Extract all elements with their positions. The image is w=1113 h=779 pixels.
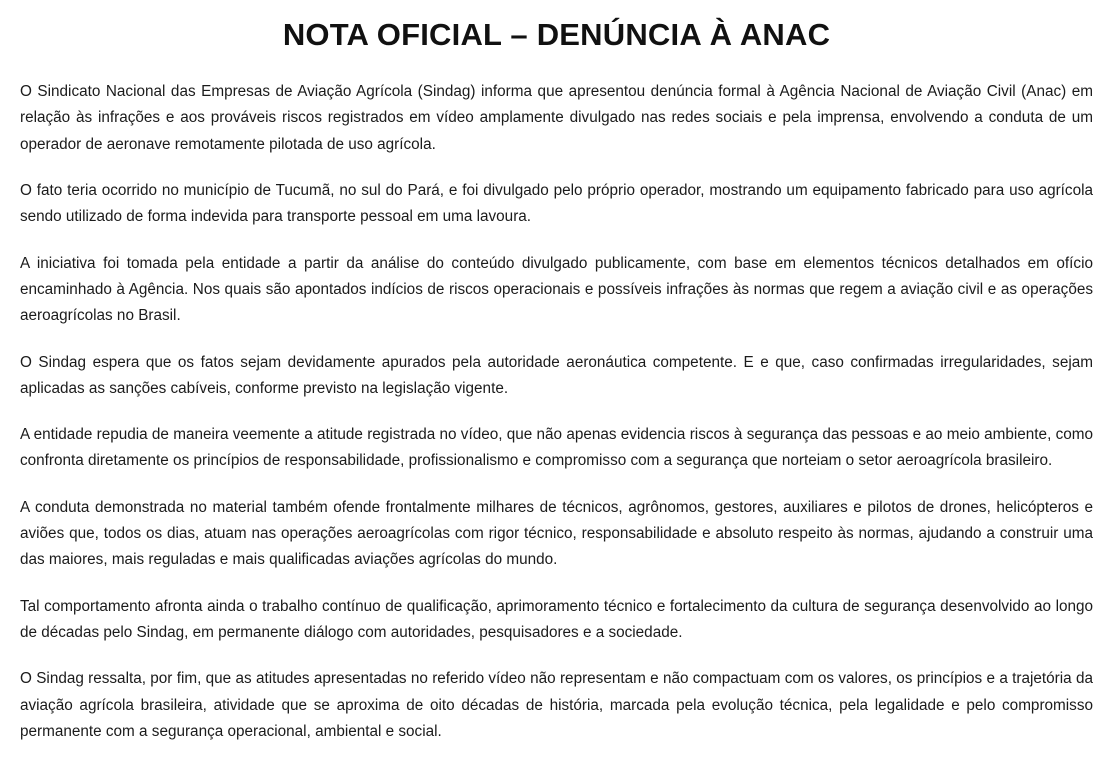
paragraph-8: O Sindag ressalta, por fim, que as atitudes apresentadas no referido vídeo não representam e não compactuam com os valores, os princípios e a trajetória da aviação agrícola brasileira, atividade que se aproxima de oito décadas de história, marcada pela evolução técnica, pela legalidade e pelo compromisso permanente com a segurança operacional, ambiental e social. bbox=[20, 670, 1093, 740]
paragraph-3: A iniciativa foi tomada pela entidade a partir da análise do conteúdo divulgado publicamente, com base em elementos técnicos detalhados em ofício encaminhado à Agência. Nos quais são apontados indícios de riscos operacionais e possíveis infrações às normas que regem a aviação civil e as operações aeroagrícolas no Brasil. bbox=[20, 254, 1093, 325]
paragraph-2: O fato teria ocorrido no município de Tucumã, no sul do Pará, e foi divulgado pelo próprio operador, mostrando um equipamento fabricado para uso agrícola sendo utilizado de forma indevida para transporte pessoal em uma lavoura. bbox=[20, 182, 1093, 226]
page-title: NOTA OFICIAL – DENÚNCIA À ANAC bbox=[282, 17, 831, 52]
paragraph-7: Tal comportamento afronta ainda o trabalho contínuo de qualificação, aprimoramento técnico e fortalecimento da cultura de segurança desenvolvido ao longo de décadas pelo Sindag, em permanente diálogo com autoridades, pesquisadores e a sociedade. bbox=[20, 597, 1093, 641]
paragraph-5: A entidade repudia de maneira veemente a atitude registrada no vídeo, que não apenas evidencia riscos à segurança das pessoas e ao meio ambiente, como confronta diretamente os princípios de responsabilidade, profissionalismo e compromisso com a segurança que norteiam o setor aeroagrícola brasileiro. bbox=[20, 426, 1093, 470]
paragraph-6: A conduta demonstrada no material também ofende frontalmente milhares de técnicos, agrônomos, gestores, auxiliares e pilotos de drones, helicópteros e aviões que, todos os dias, atuam nas operações aeroagrícolas com rigor técnico, responsabilidade e absoluto respeito às normas, ajudando a construir uma das maiores, mais reguladas e mais qualificadas aviações agrícolas do mundo. bbox=[20, 498, 1093, 569]
paragraph-4: O Sindag espera que os fatos sejam devidamente apurados pela autoridade aeronáutica competente. E e que, caso confirmadas irregularidades, sejam aplicadas as sanções cabíveis, conforme previsto na legislação vigente. bbox=[20, 353, 1093, 397]
paragraph-1: O Sindicato Nacional das Empresas de Aviação Agrícola (Sindag) informa que apresentou denúncia formal à Agência Nacional de Aviação Civil (Anac) em relação às infrações e aos prováveis riscos registrados em vídeo amplamente divulgado nas redes sociais e pela imprensa, envolvendo a conduta de um operador de aeronave remotamente pilotada de uso agrícola. bbox=[20, 83, 1093, 153]
